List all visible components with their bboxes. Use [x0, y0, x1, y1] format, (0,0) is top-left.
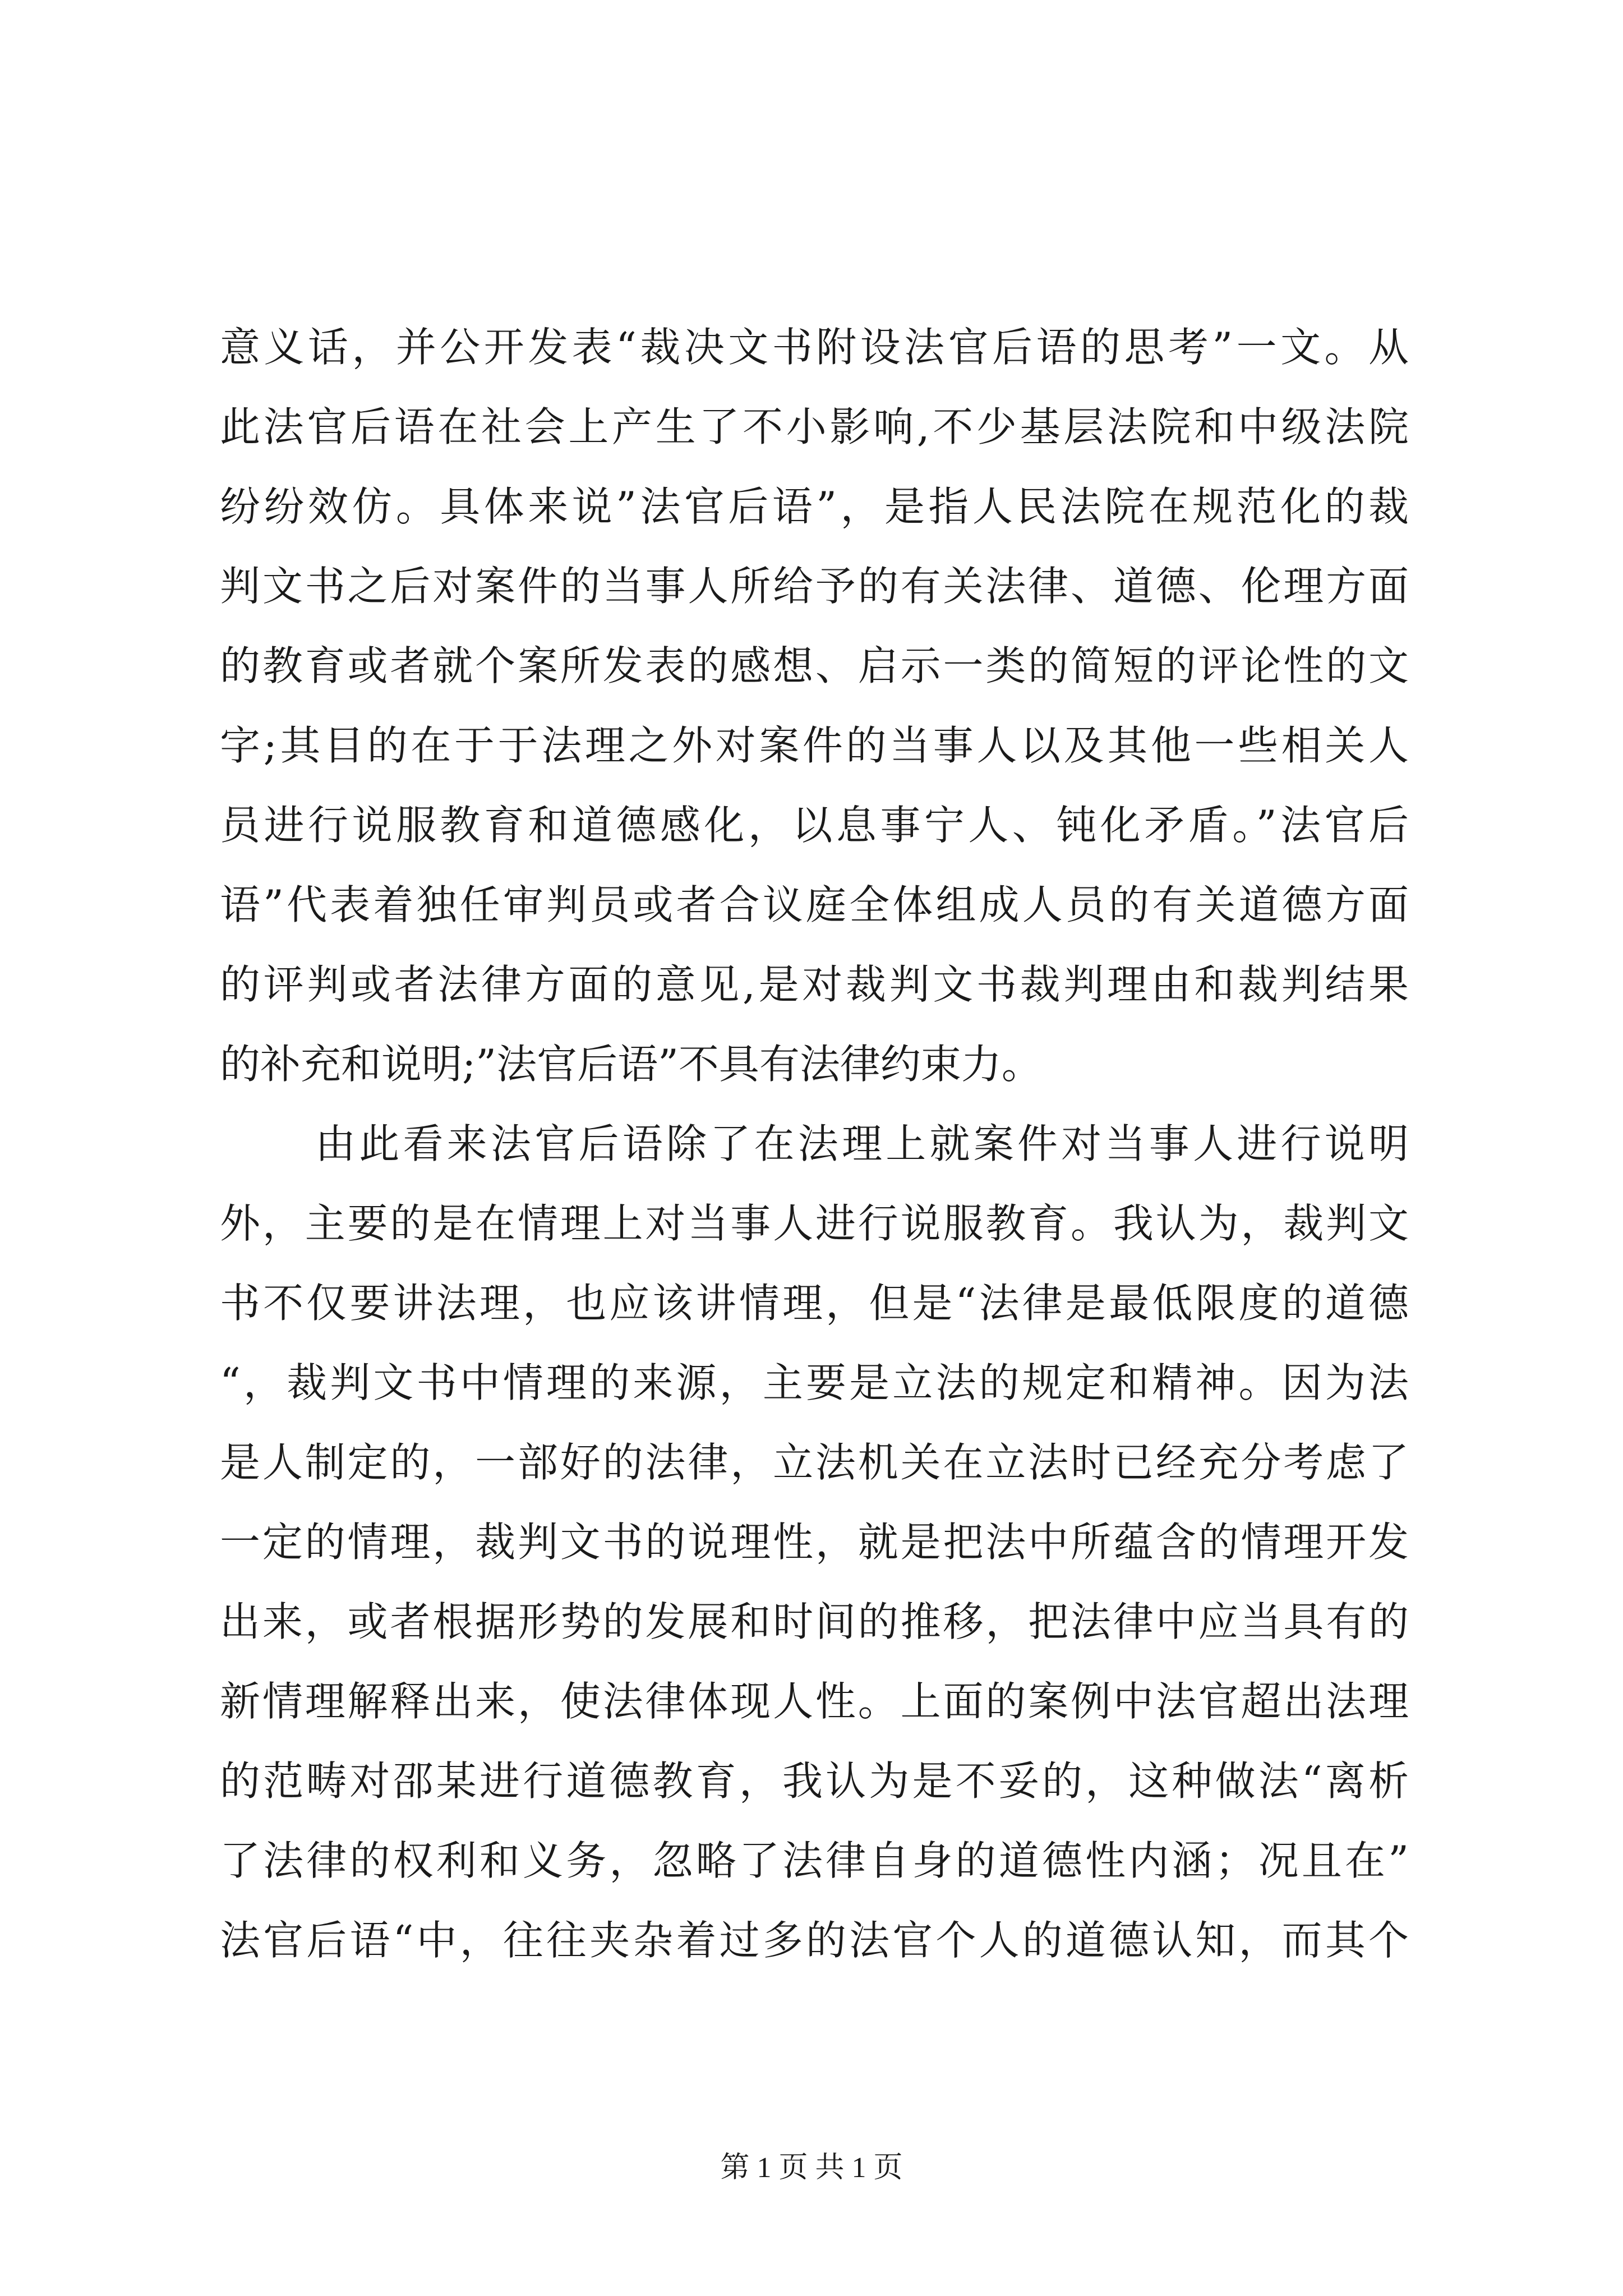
text-line: 的补充和说明;”法官后语”不具有法律约束力。: [220, 1041, 1042, 1088]
page-footer: [0, 2148, 1623, 2188]
text-line: 此法官后语在社会上产生了不小影响,不少基层法院和中级法院: [220, 403, 1409, 450]
text-line: 外，主要的是在情理上对当事人进行说服教育。我认为，裁判文: [220, 1200, 1409, 1247]
text-line: 法官后语“中，往往夹杂着过多的法官个人的道德认知，而其个: [220, 1917, 1409, 1964]
text-line: 一定的情理，裁判文书的说理性，就是把法中所蕴含的情理开发: [220, 1519, 1409, 1566]
text-line: 新情理解释出来，使法律体现人性。上面的案例中法官超出法理: [220, 1678, 1409, 1725]
text-line: 由此看来法官后语除了在法理上就案件对当事人进行说明: [315, 1120, 1409, 1167]
text-line: “，裁判文书中情理的来源，主要是立法的规定和精神。因为法: [220, 1359, 1409, 1406]
page-number-label: 第 1 页 共 1 页: [720, 2152, 903, 2184]
text-line: 员进行说服教育和道德感化，以息事宁人、钝化矛盾。”法官后: [220, 802, 1409, 849]
text-line: 语”代表着独任审判员或者合议庭全体组成人员的有关道德方面: [220, 881, 1409, 928]
text-line: 了法律的权利和义务，忽略了法律自身的道德性内涵；况且在”: [220, 1837, 1409, 1884]
text-line: 的教育或者就个案所发表的感想、启示一类的简短的评论性的文: [220, 642, 1409, 689]
text-line: 的范畴对邵某进行道德教育，我认为是不妥的，这种做法“离析: [220, 1757, 1409, 1805]
text-line: 出来，或者根据形势的发展和时间的推移，把法律中应当具有的: [220, 1598, 1409, 1645]
paragraph-1: [220, 307, 1409, 1104]
paragraph-2: [220, 1104, 1409, 1980]
text-line: 判文书之后对案件的当事人所给予的有关法律、道德、伦理方面: [220, 563, 1409, 610]
text-line: 意义话，并公开发表“裁决文书附设法官后语的思考”一文。从: [220, 324, 1409, 371]
text-line: 纷纷效仿。具体来说”法官后语”，是指人民法院在规范化的裁: [220, 483, 1409, 530]
text-line: 的评判或者法律方面的意见,是对裁判文书裁判理由和裁判结果: [220, 961, 1409, 1008]
text-line: 书不仅要讲法理，也应该讲情理，但是“法律是最低限度的道德: [220, 1280, 1409, 1327]
document-body: [220, 307, 1409, 1980]
text-line: 是人制定的，一部好的法律，立法机关在立法时已经充分考虑了: [220, 1439, 1409, 1486]
text-line: 字;其目的在于于法理之外对案件的当事人以及其他一些相关人: [220, 722, 1409, 769]
